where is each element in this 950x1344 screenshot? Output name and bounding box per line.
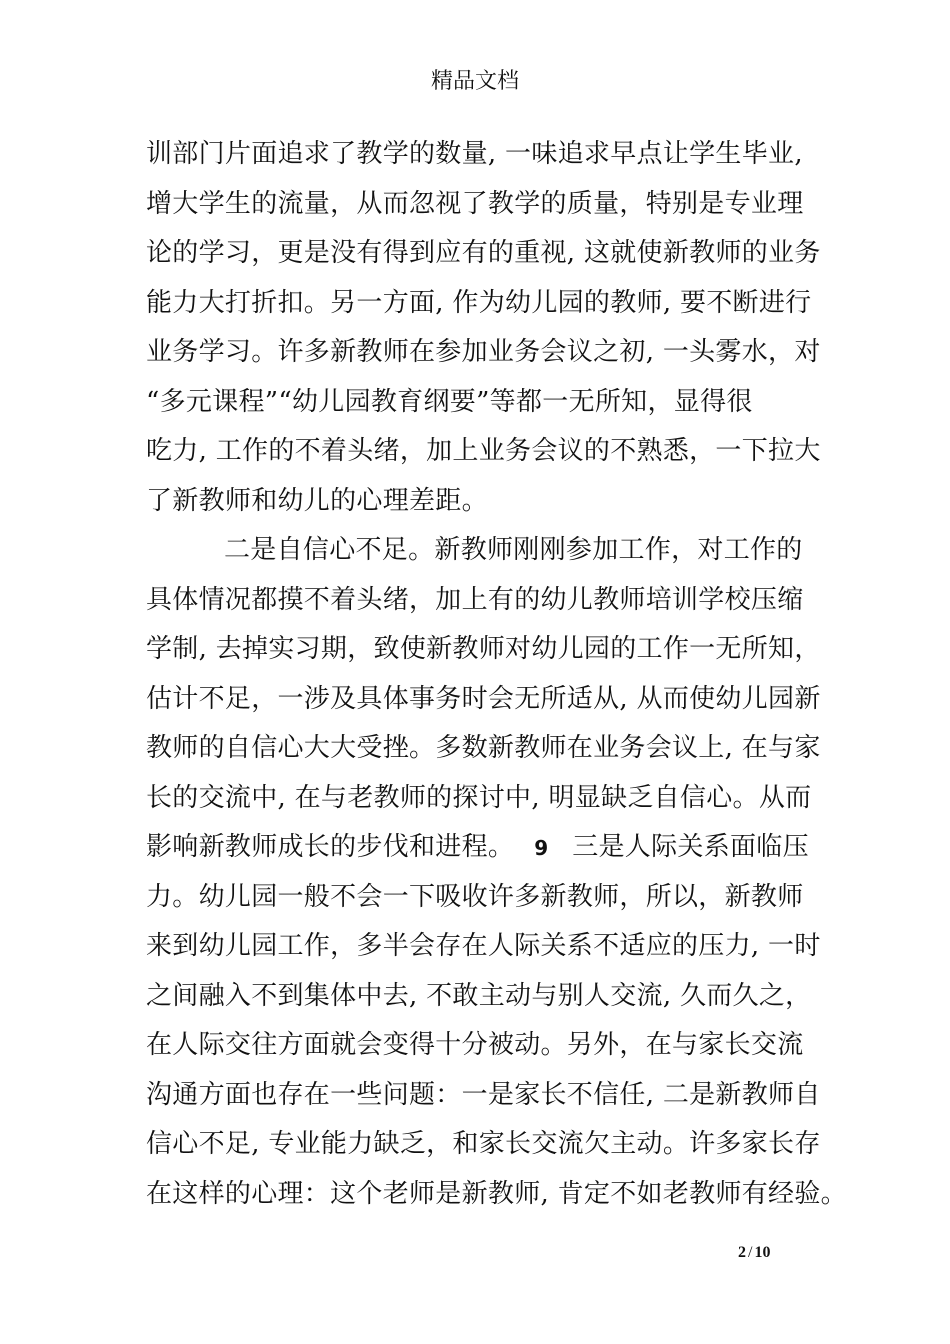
text-segment: 影响新教师成长的步伐和进程。 [146,832,515,862]
stray-mark: 9 [534,836,549,860]
text-line: 估计不足，一涉及具体事务时会无所适从, 从而使幼儿园新 [146,683,821,714]
text-line: 力。幼儿园一般不会一下吸收许多新教师，所以，新教师 [146,881,804,912]
text-line: 训部门片面追求了教学的数量, 一味追求早点让学生毕业, [146,139,803,169]
text-segment: 三是人际关系面临压 [572,832,809,862]
text-line: “多元课程”“幼儿园教育纲要”等都一无所知，显得很 [146,386,753,417]
text-line: 具体情况都摸不着头绪，加上有的幼儿教师培训学校压缩 [146,584,804,615]
document-body [146,130,846,1219]
text-line: 长的交流中, 在与老教师的探讨中, 明显缺乏自信心。从而 [146,782,812,813]
text-line: 学制, 去掉实习期，致使新教师对幼儿园的工作一无所知， [146,634,821,664]
text-line: 了新教师和幼儿的心理差距。 [146,485,488,516]
text-line: 增大学生的流量，从而忽视了教学的质量，特别是专业理 [146,188,804,219]
text-line: 信心不足, 专业能力缺乏，和家长交流欠主动。许多家长存 [146,1129,821,1159]
text-line: 来到幼儿园工作，多半会存在人际关系不适应的压力, 一时 [146,931,821,961]
current-page: 2 [738,1244,746,1261]
text-line: 在这样的心理：这个老师是新教师, 肯定不如老教师有经验。 [146,1178,847,1209]
text-line: 之间融入不到集体中去, 不敢主动与别人交流, 久而久之， [146,980,812,1011]
text-line: 论的学习，更是没有得到应有的重视, 这就使新教师的业务 [146,238,821,268]
mixed-text-line [146,823,846,873]
total-pages: 10 [754,1244,771,1261]
text-line: 能力大打折扣。另一方面, 作为幼儿园的教师, 要不断进行 [146,287,812,318]
page-separator: / [748,1244,753,1261]
page-header-title: 精品文档 [430,69,519,94]
page-number [738,1244,770,1262]
text-line: 业务学习。许多新教师在参加业务会议之初, 一头雾水，对 [146,337,821,367]
text-line: 沟通方面也存在一些问题：一是家长不信任, 二是新教师自 [146,1079,821,1110]
text-line: 吃力, 工作的不着头绪，加上业务会议的不熟悉，一下拉大 [146,436,821,466]
text-line: 在人际交往方面就会变得十分被动。另外，在与家长交流 [146,1030,804,1060]
text-line: 教师的自信心大大受挫。多数新教师在业务会议上, 在与家 [146,733,821,763]
paragraph-start-line: 二是自信心不足。新教师刚刚参加工作，对工作的 [224,535,803,565]
